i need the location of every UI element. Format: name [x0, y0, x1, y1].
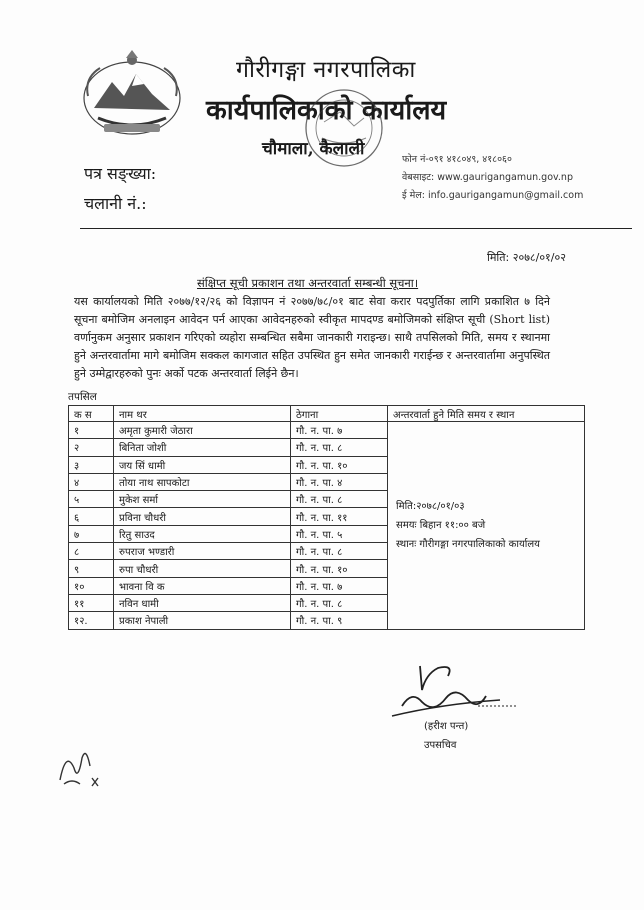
row-address: गौ. न. पा. ११ [291, 508, 388, 525]
row-serial: ५ [69, 491, 114, 508]
row-address: गौ. न. पा. ४ [291, 473, 388, 490]
table-row [69, 422, 585, 439]
header-interview: अन्तरवार्ता हुने मिति समय र स्थान [388, 406, 585, 422]
row-name: तोया नाथ सापकोटा [114, 473, 291, 490]
row-serial: ८ [69, 543, 114, 560]
row-name: रुपा चौधरी [114, 560, 291, 577]
interview-details [388, 422, 585, 630]
row-address: गौ. न. पा. ५ [291, 525, 388, 542]
row-serial: ७ [69, 525, 114, 542]
row-name: अमृता कुमारी जेठारा [114, 422, 291, 439]
row-serial: १० [69, 577, 114, 594]
header-name: नाम थर [114, 406, 291, 422]
email-link[interactable]: ई मेल: info.gaurigangamun@gmail.com [402, 190, 584, 201]
row-name: नविन धामी [114, 594, 291, 611]
row-name: रितु साउद [114, 525, 291, 542]
office-stamp-icon [294, 82, 394, 174]
row-name: प्रविना चौधरी [114, 508, 291, 525]
office-name: कार्यपालिकाको कार्यालय [206, 95, 447, 126]
municipality-name: गौरीगङ्गा नगरपालिका [236, 57, 416, 83]
interview-place: स्थानः गौरीगङ्गा नगरपालिकाको कार्यालय [396, 538, 540, 550]
header-divider [80, 228, 632, 229]
row-serial: १ [69, 422, 114, 439]
row-address: गौ. न. पा. ८ [291, 543, 388, 560]
header-address: ठेगाना [291, 406, 388, 422]
row-name: रुपराज भण्डारी [114, 543, 291, 560]
interview-time: समयः बिहान ११:०० बजे [396, 519, 486, 531]
row-serial: ४ [69, 473, 114, 490]
notice-subject: संक्षिप्त सूची प्रकाशन तथा अन्तरवार्ता सम्बन्धी सूचना। [197, 276, 419, 290]
nepal-emblem-icon [74, 48, 190, 140]
row-name: मुकेश सर्मा [114, 491, 291, 508]
row-address: गौ. न. पा. १० [291, 560, 388, 577]
row-name: प्रकाश नेपाली [114, 612, 291, 629]
header-serial: क स [69, 406, 114, 422]
row-serial: ६ [69, 508, 114, 525]
row-serial: १२. [69, 612, 114, 629]
row-address: गौ. न. पा. ८ [291, 594, 388, 611]
table-header-row [69, 406, 585, 422]
notice-body: यस कार्यालयको मिति २०७७/१२/२६ को विज्ञापन नं २०७७/७८/०१ बाट सेवा करार पदपुर्तिका लागि प्रकाशित ७ दिने सूचना बमोजिम अनलाइन आवेदन पर्न आएका आवेदनहरुको स्वीकृत मापदण्ड बमोजिमको संक्षिप्त सूची (Short list) वर्णानुकम अनुसार प्रकाशन गरिएको व्यहोरा सम्बन्धित सबैमा जानकारी गराइन्छ। साथै तपसिलको मिति, समय र स्थानमा हुने अन्तरवार्तामा मागे बमोजिम सक्कल कागजात सहित उपस्थित हुन समेत जानकारी गराईन्छ र अन्तरवार्तामा अनुपस्थित हुने उम्मेद्वारहरुको पुनः अर्को पटक अन्तरवार्ता लिईने छैन। [74, 295, 550, 380]
dispatch-number-label: चलानी नं.: [84, 194, 147, 213]
row-serial: ११ [69, 594, 114, 611]
notice-date: मिति: २०७८/०१/०२ [487, 251, 566, 264]
row-serial: ९ [69, 560, 114, 577]
row-name: भावना वि क [114, 577, 291, 594]
website-link[interactable]: वेबसाइट: www.gaurigangamun.gov.np [402, 172, 573, 183]
row-serial: ३ [69, 456, 114, 473]
initials-mark-icon [52, 738, 102, 792]
phone-number: फोन नं-०९१ ४१८०४९, ४१८०६० [402, 154, 512, 165]
row-address: गौ. न. पा. ७ [291, 577, 388, 594]
interview-date: मिति:२०७८/०१/०३ [396, 500, 465, 512]
row-serial: २ [69, 439, 114, 456]
details-label: तपसिल [68, 391, 97, 403]
shortlist-table [68, 405, 585, 630]
office-location: चौमाला, कैलाली [262, 139, 365, 159]
signatory-name: (हरीश पन्त) [424, 721, 469, 732]
row-address: गौ. न. पा. ९ [291, 612, 388, 629]
row-name: जय सिं धामी [114, 456, 291, 473]
row-address: गौ. न. पा. ७ [291, 422, 388, 439]
row-address: गौ. न. पा. १० [291, 456, 388, 473]
row-name: बिनिता जोशी [114, 439, 291, 456]
row-address: गौ. न. पा. ८ [291, 439, 388, 456]
signatory-post: उपसचिव [424, 740, 457, 751]
letter-number-label: पत्र सङ्ख्या: [84, 164, 157, 183]
row-address: गौ. न. पा. ८ [291, 491, 388, 508]
